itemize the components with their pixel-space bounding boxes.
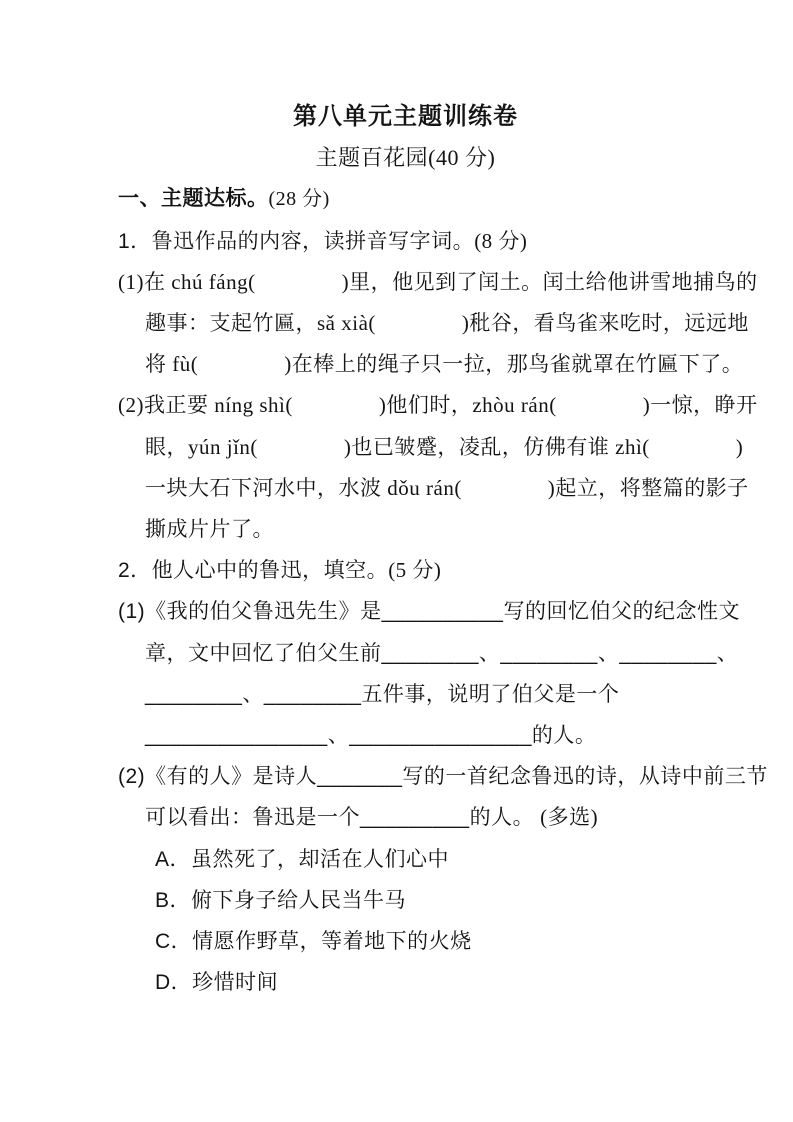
- q2-item1-line: 章，文中回忆了伯父生前________、________、________、: [145, 641, 739, 665]
- q1-item1-line: 趣事：支起竹匾，sǎ xià( )秕谷，看鸟雀来吃时，远远地: [145, 311, 749, 336]
- option-a: A．虽然死了，却活在人们心中: [155, 847, 450, 871]
- multi-select-note: (多选): [540, 805, 599, 830]
- question-1-label-text: 1．鲁迅作品的内容，读拼音写字词。: [118, 229, 475, 253]
- subtitle-score: (40 分): [428, 145, 496, 171]
- question-2-label-text: 2．他人心中的鲁迅，填空。: [118, 559, 389, 583]
- q1-item1-line: 将 fù( )在棒上的绳子只一拉，那鸟雀就罩在竹匾下了。: [145, 352, 744, 377]
- page-title: 第八单元主题训练卷: [293, 103, 518, 130]
- option-b: B．俯下身子给人民当牛马: [155, 888, 407, 912]
- option-c: C．情愿作野草，等着地下的火烧: [155, 930, 472, 954]
- subtitle-text: 主题百花园: [315, 145, 429, 171]
- section-1-heading-text: 一、主题达标。: [118, 187, 269, 211]
- q2-item2-line-text: 可以看出：鲁迅是一个_________的人。: [145, 806, 535, 830]
- q2-item1-line: ________、________五件事，说明了伯父是一个: [145, 682, 620, 706]
- q1-item2-line: (2)我正要 níng shì( )他们时，zhòu rán( )一惊，睁开: [118, 393, 758, 418]
- q1-item2-line: 眼，yún jǐn( )也已皱蹙，凌乱，仿佛有谁 zhì( ): [145, 434, 744, 459]
- q2-item1-line: (1)《我的伯父鲁迅先生》是__________写的回忆伯父的纪念性文: [118, 600, 740, 624]
- q2-item2-line: [118, 797, 693, 838]
- question-2-label-score: (5 分): [388, 558, 442, 583]
- q1-item2-line: 撕成片片了。: [145, 517, 274, 542]
- question-2-label: [118, 550, 693, 591]
- q1-item2-line: 一块大石下河水中，水波 dǒu rán( )起立，将整篇的影子: [145, 475, 749, 500]
- option-d: D．珍惜时间: [155, 971, 279, 995]
- question-1-label-score: (8 分): [474, 228, 528, 253]
- question-1-label: [118, 221, 693, 262]
- section-1-heading-score: (28 分): [268, 188, 330, 211]
- q1-item1-line: (1)在 chú fáng( )里，他见到了闰土。闰土给他讲雪地捕鸟的: [118, 269, 758, 294]
- page-subtitle: [118, 137, 693, 178]
- section-1-heading: [118, 178, 693, 220]
- q2-item1-line: _______________、_______________的人。: [145, 724, 597, 748]
- q2-item2-line: (2)《有的人》是诗人_______写的一首纪念鲁迅的诗，从诗中前三节: [118, 765, 768, 789]
